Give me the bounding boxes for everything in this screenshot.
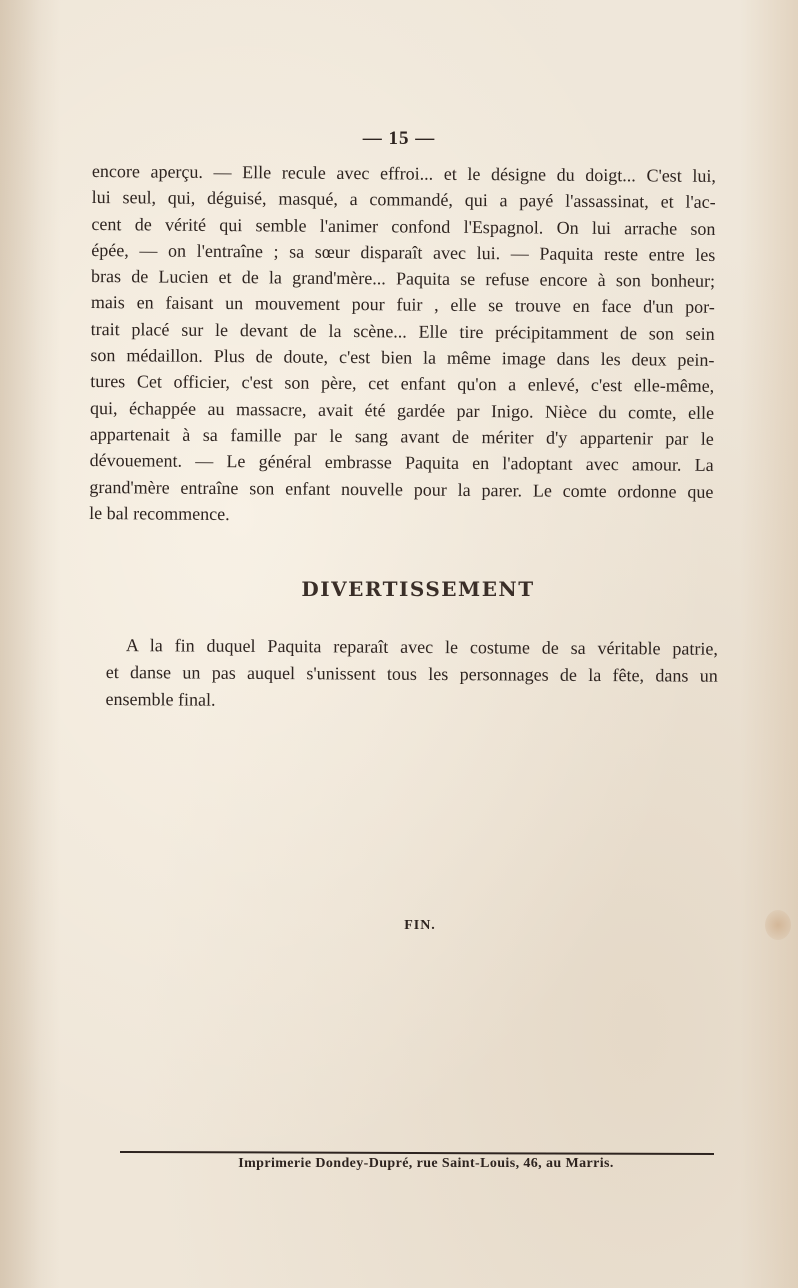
paper-fold-shadow [0, 0, 60, 1288]
section-heading: DIVERTISSEMENT [301, 577, 535, 601]
text-line: le bal recommence. [89, 502, 230, 524]
text-line: encore aperçu. — Elle recule avec effroi... et le désigne du doigt... C'est lui, [91, 160, 716, 186]
text-line: et danse un pas auquel s'unissent tous les personnages de la fête, dans un [105, 661, 718, 686]
text-line: qui, échappée au massacre, avait été gardée par Inigo. Nièce du comte, elle [89, 397, 715, 423]
footer-divider [120, 1151, 714, 1155]
text-line: A la fin duquel Paquita reparaît avec le costume de sa véritable patrie, [125, 635, 718, 659]
text-line: son médaillon. Plus de doute, c'est bien la même image dans les deux pein- [90, 345, 715, 370]
text-line: grand'mère entraîne son enfant nouvelle pour la parer. Le comte ordonne que [89, 476, 714, 502]
text-line: tures Cet officier, c'est son père, cet enfant qu'on a enlevé, c'est elle-même, [90, 371, 715, 397]
text-line: mais en faisant un mouvement pour fuir , elle se trouve en face d'un por- [90, 292, 715, 318]
page-number: — 15 — [362, 128, 436, 149]
text-line: dévouement. — Le général embrasse Paquita en l'adoptant avec amour. La [89, 450, 714, 476]
printer-imprint: Imprimerie Dondey-Dupré, rue Saint-Louis, 46, au Marris. [238, 1156, 614, 1171]
body-paragraph [89, 158, 716, 531]
text-line: bras de Lucien et de la grand'mère... Paquita se refuse encore à son bonheur; [90, 266, 716, 292]
text-line: appartenait à sa famille par le sang avant de mériter d'y appartenir par le [89, 423, 714, 449]
end-marker: FIN. [404, 918, 436, 933]
text-line: lui seul, qui, déguisé, masqué, a commandé, qui a payé l'assassinat, et l'ac- [91, 187, 716, 213]
text-line: ensemble final. [105, 688, 216, 710]
text-line: cent de vérité qui semble l'animer confond l'Espagnol. On lui arrache son [91, 213, 716, 239]
section-paragraph [106, 632, 718, 717]
text-line: trait placé sur le devant de la scène... Elle tire précipitamment de son sein [90, 318, 715, 344]
text-line: épée, — on l'entraîne ; sa sœur disparaît avec lui. — Paquita reste entre les [91, 239, 716, 265]
